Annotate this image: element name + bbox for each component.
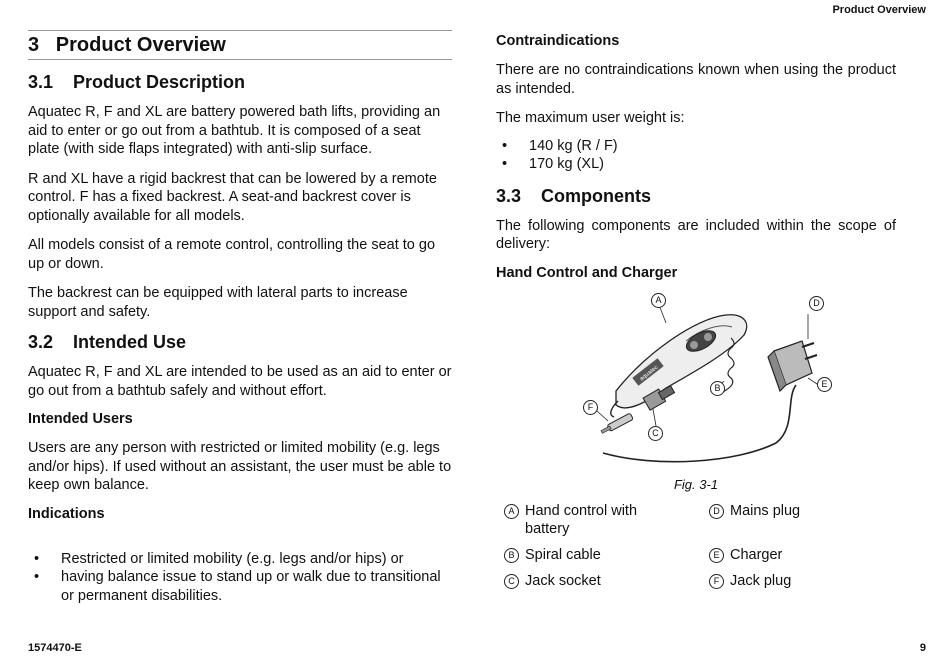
paragraph: R and XL have a rigid backrest that can be lowered by a remote control. F has a fixed backrest. A seat-and backrest cover is optionally available for all models.	[28, 170, 437, 224]
indications-list	[28, 550, 452, 606]
page-number: 9	[919, 642, 926, 654]
figure-caption: Fig. 3-1	[673, 476, 719, 492]
callout-marker: E	[817, 377, 832, 392]
callout-marker: D	[809, 296, 824, 311]
section-title: Product Description	[73, 72, 246, 92]
paragraph: Aquatec R, F and XL are intended to be used as an aid to enter or go out from a bathtub safely and without effort.	[28, 364, 452, 399]
callout-marker: F	[583, 400, 598, 415]
section-number: 3.2	[28, 332, 54, 352]
legend-text: Hand control with battery	[525, 502, 638, 537]
section-3-3-heading	[496, 186, 896, 207]
bullet: •	[34, 569, 40, 585]
paragraph: Aquatec R, F and XL are battery powered bath lifts, providing an aid to enter or go out from a bathtub. It is composed of a seat plate (with side flaps integrated) with anti-slip surface.	[28, 104, 441, 157]
paragraph: The maximum user weight is:	[496, 110, 685, 126]
list-item-text: 140 kg (R / F)	[529, 137, 618, 154]
paragraph: All models consist of a remote control, controlling the seat to go up or down.	[28, 237, 436, 272]
legend-item	[496, 572, 701, 590]
right-column	[496, 30, 896, 590]
legend-text: Spiral cable	[525, 546, 601, 563]
figure-hand-control-charger	[496, 293, 896, 473]
legend-marker: D	[709, 504, 724, 519]
legend-item	[701, 546, 896, 564]
intended-users-heading: Intended Users	[28, 411, 133, 427]
section-number: 3.3	[496, 185, 522, 206]
figure-legend	[496, 502, 896, 590]
legend-text: Charger	[730, 546, 783, 563]
list-item-text: 170 kg (XL)	[529, 156, 604, 172]
document-number: 1574470-E	[28, 642, 82, 654]
callout-marker: B	[710, 381, 725, 396]
hand-control-heading: Hand Control and Charger	[496, 264, 678, 281]
legend-text: Jack socket	[525, 572, 601, 589]
legend-item	[496, 502, 701, 538]
list-item-text: Restricted or limited mobility (e.g. legs and/or hips) or	[61, 550, 404, 567]
list-item	[496, 155, 896, 174]
paragraph: The backrest can be equipped with lateral parts to increase support and safety.	[28, 285, 408, 320]
paragraph: The following components are included within the scope of delivery:	[496, 217, 896, 252]
weight-list	[496, 137, 896, 174]
section-title: Components	[541, 185, 651, 206]
legend-marker: E	[709, 548, 724, 563]
left-column	[28, 30, 452, 615]
bullet: •	[502, 156, 508, 172]
legend-text: Mains plug	[730, 502, 801, 519]
callout-marker: A	[651, 293, 666, 308]
running-header: Product Overview	[832, 4, 926, 16]
list-item	[496, 137, 896, 156]
section-title: Intended Use	[73, 332, 187, 352]
legend-marker: C	[504, 574, 519, 589]
bullet: •	[502, 137, 508, 154]
legend-marker: A	[504, 504, 519, 519]
chapter-title: 3 Product Overview	[28, 30, 452, 60]
callout-marker: C	[648, 426, 663, 441]
hand-control-charger-illustration	[496, 293, 896, 473]
list-item	[28, 568, 452, 605]
list-item	[28, 550, 452, 569]
paragraph: Users are any person with restricted or limited mobility (e.g. legs and/or hips). If used without an assistant, the user must be able to keep own balance.	[28, 440, 452, 493]
legend-text: Jack plug	[730, 572, 792, 589]
section-3-1-heading	[28, 72, 452, 93]
paragraph: There are no contraindications known when using the product as intended.	[496, 62, 896, 97]
legend-marker: B	[504, 548, 519, 563]
bullet: •	[34, 550, 40, 567]
contraindications-heading: Contraindications	[496, 33, 620, 49]
legend-item	[701, 572, 896, 590]
legend-marker: F	[709, 574, 724, 589]
legend-item	[701, 502, 896, 538]
indications-heading: Indications	[28, 505, 105, 522]
list-item-text: having balance issue to stand up or walk due to transitional or permanent disabilities.	[61, 569, 441, 604]
section-number: 3.1	[28, 72, 54, 92]
legend-item	[496, 546, 701, 564]
device-logo-text: aquatec	[638, 364, 660, 383]
section-3-2-heading	[28, 332, 452, 353]
